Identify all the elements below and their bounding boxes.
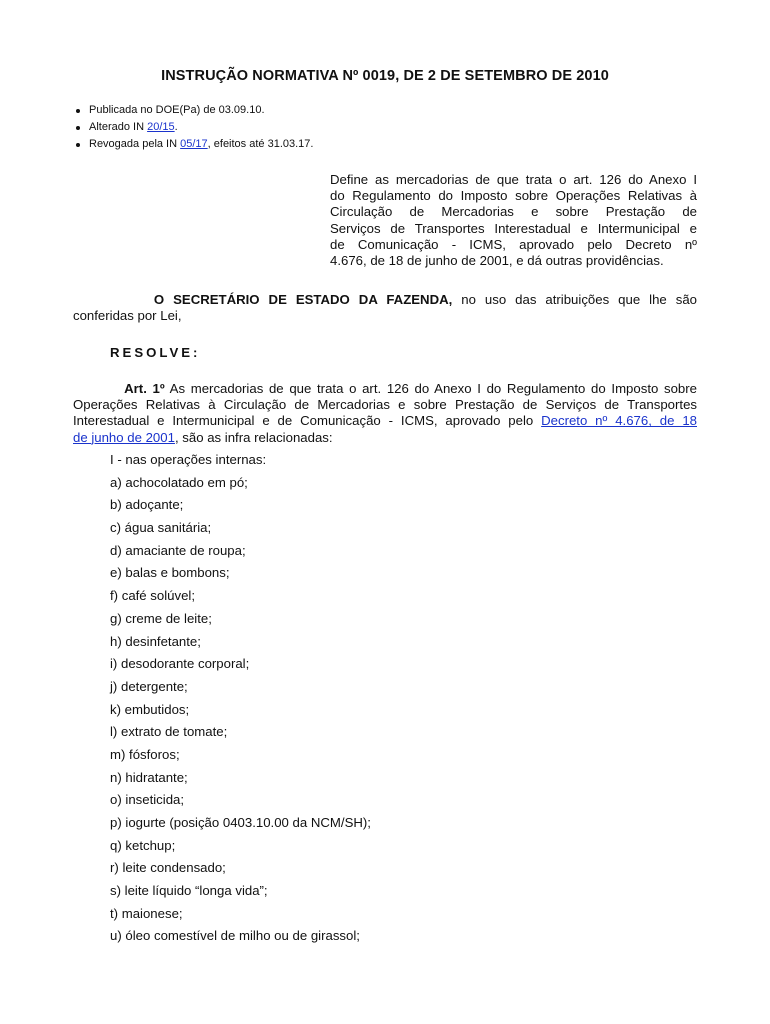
altered-note: Alterado IN 20/15. <box>73 119 313 136</box>
list-item: t) maionese; <box>110 905 183 921</box>
ementa-line: 4.676, de 18 de junho de 2001, e dá outras providências. <box>330 253 664 269</box>
list-item: g) creme de leite; <box>110 610 212 626</box>
document-title: INSTRUÇÃO NORMATIVA Nº 0019, DE 2 DE SETEMBRO DE 2010 <box>161 68 609 84</box>
list-item: a) achocolatado em pó; <box>110 474 248 490</box>
list-item: h) desinfetante; <box>110 633 201 649</box>
list-item: c) água sanitária; <box>110 520 212 536</box>
ementa-summary <box>330 172 697 269</box>
publication-notes <box>73 102 313 153</box>
decreto-4676-link[interactable]: Decreto nº 4.676, de 18 <box>541 413 697 429</box>
list-item: e) balas e bombons; <box>110 565 230 581</box>
list-item: d) amaciante de roupa; <box>110 542 246 558</box>
list-item: f) café solúvel; <box>110 588 196 604</box>
revoked-note: Revogada pela IN 05/17, efeitos até 31.03.17. <box>73 136 313 153</box>
list-item: m) fósforos; <box>110 746 180 762</box>
resolve-heading: RESOLVE: <box>110 345 201 360</box>
secretario-heading: O SECRETÁRIO DE ESTADO DA FAZENDA, <box>153 292 453 307</box>
in-05-17-link[interactable]: 05/17 <box>180 138 208 150</box>
list-item: s) leite líquido “longa vida”; <box>110 883 268 899</box>
list-item: k) embutidos; <box>110 701 190 717</box>
list-item: o) inseticida; <box>110 792 185 808</box>
ementa-line: Circulação de Mercadorias e sobre Prestação de <box>330 204 697 220</box>
article-1-label: Art. 1º <box>124 381 165 396</box>
secretario-paragraph: O SECRETÁRIO DE ESTADO DA FAZENDA, no uso das atribuições que lhe são conferidas por Lei, <box>73 292 697 324</box>
list-item: p) iogurte (posição 0403.10.00 da NCM/SH); <box>110 815 371 830</box>
ementa-line: de Comunicação - ICMS, aprovado pelo Decreto nº <box>330 236 697 252</box>
decreto-4676-link-continued[interactable]: de junho de 2001 <box>73 429 175 445</box>
list-item: q) ketchup; <box>110 837 176 853</box>
ementa-line: do Regulamento do Imposto sobre Operações Relativas à <box>330 188 697 204</box>
ementa-line: Define as mercadorias de que trata o art. 126 do Anexo I <box>330 172 697 187</box>
list-item: i) desodorante corporal; <box>110 656 250 672</box>
list-item: b) adoçante; <box>110 497 184 513</box>
published-note: Publicada no DOE(Pa) de 03.09.10. <box>73 102 313 119</box>
list-item: I - nas operações internas: <box>110 452 267 467</box>
merchandise-list <box>110 452 371 951</box>
list-item: u) óleo comestível de milho ou de girassol; <box>110 928 360 944</box>
in-20-15-link[interactable]: 20/15 <box>147 121 175 133</box>
list-item: r) leite condensado; <box>110 860 226 876</box>
ementa-line: Serviços de Transportes Interestadual e Intermunicipal e <box>330 220 697 236</box>
list-item: n) hidratante; <box>110 769 188 785</box>
list-item: j) detergente; <box>110 678 188 694</box>
article-1-paragraph: Art. 1º As mercadorias de que trata o art. 126 do Anexo I do Regulamento do Imposto sobre Operações Relativas à Circulação de Mercadorias e sobre Prestação de Serviços de Transportes Interestadual e Intermunicipal e de Comunicação - ICMS, aprovado pelo Decreto nº 4.676, de 18 de junho de 2001, são as infra relacionadas: <box>73 381 697 445</box>
list-item: l) extrato de tomate; <box>110 724 228 740</box>
